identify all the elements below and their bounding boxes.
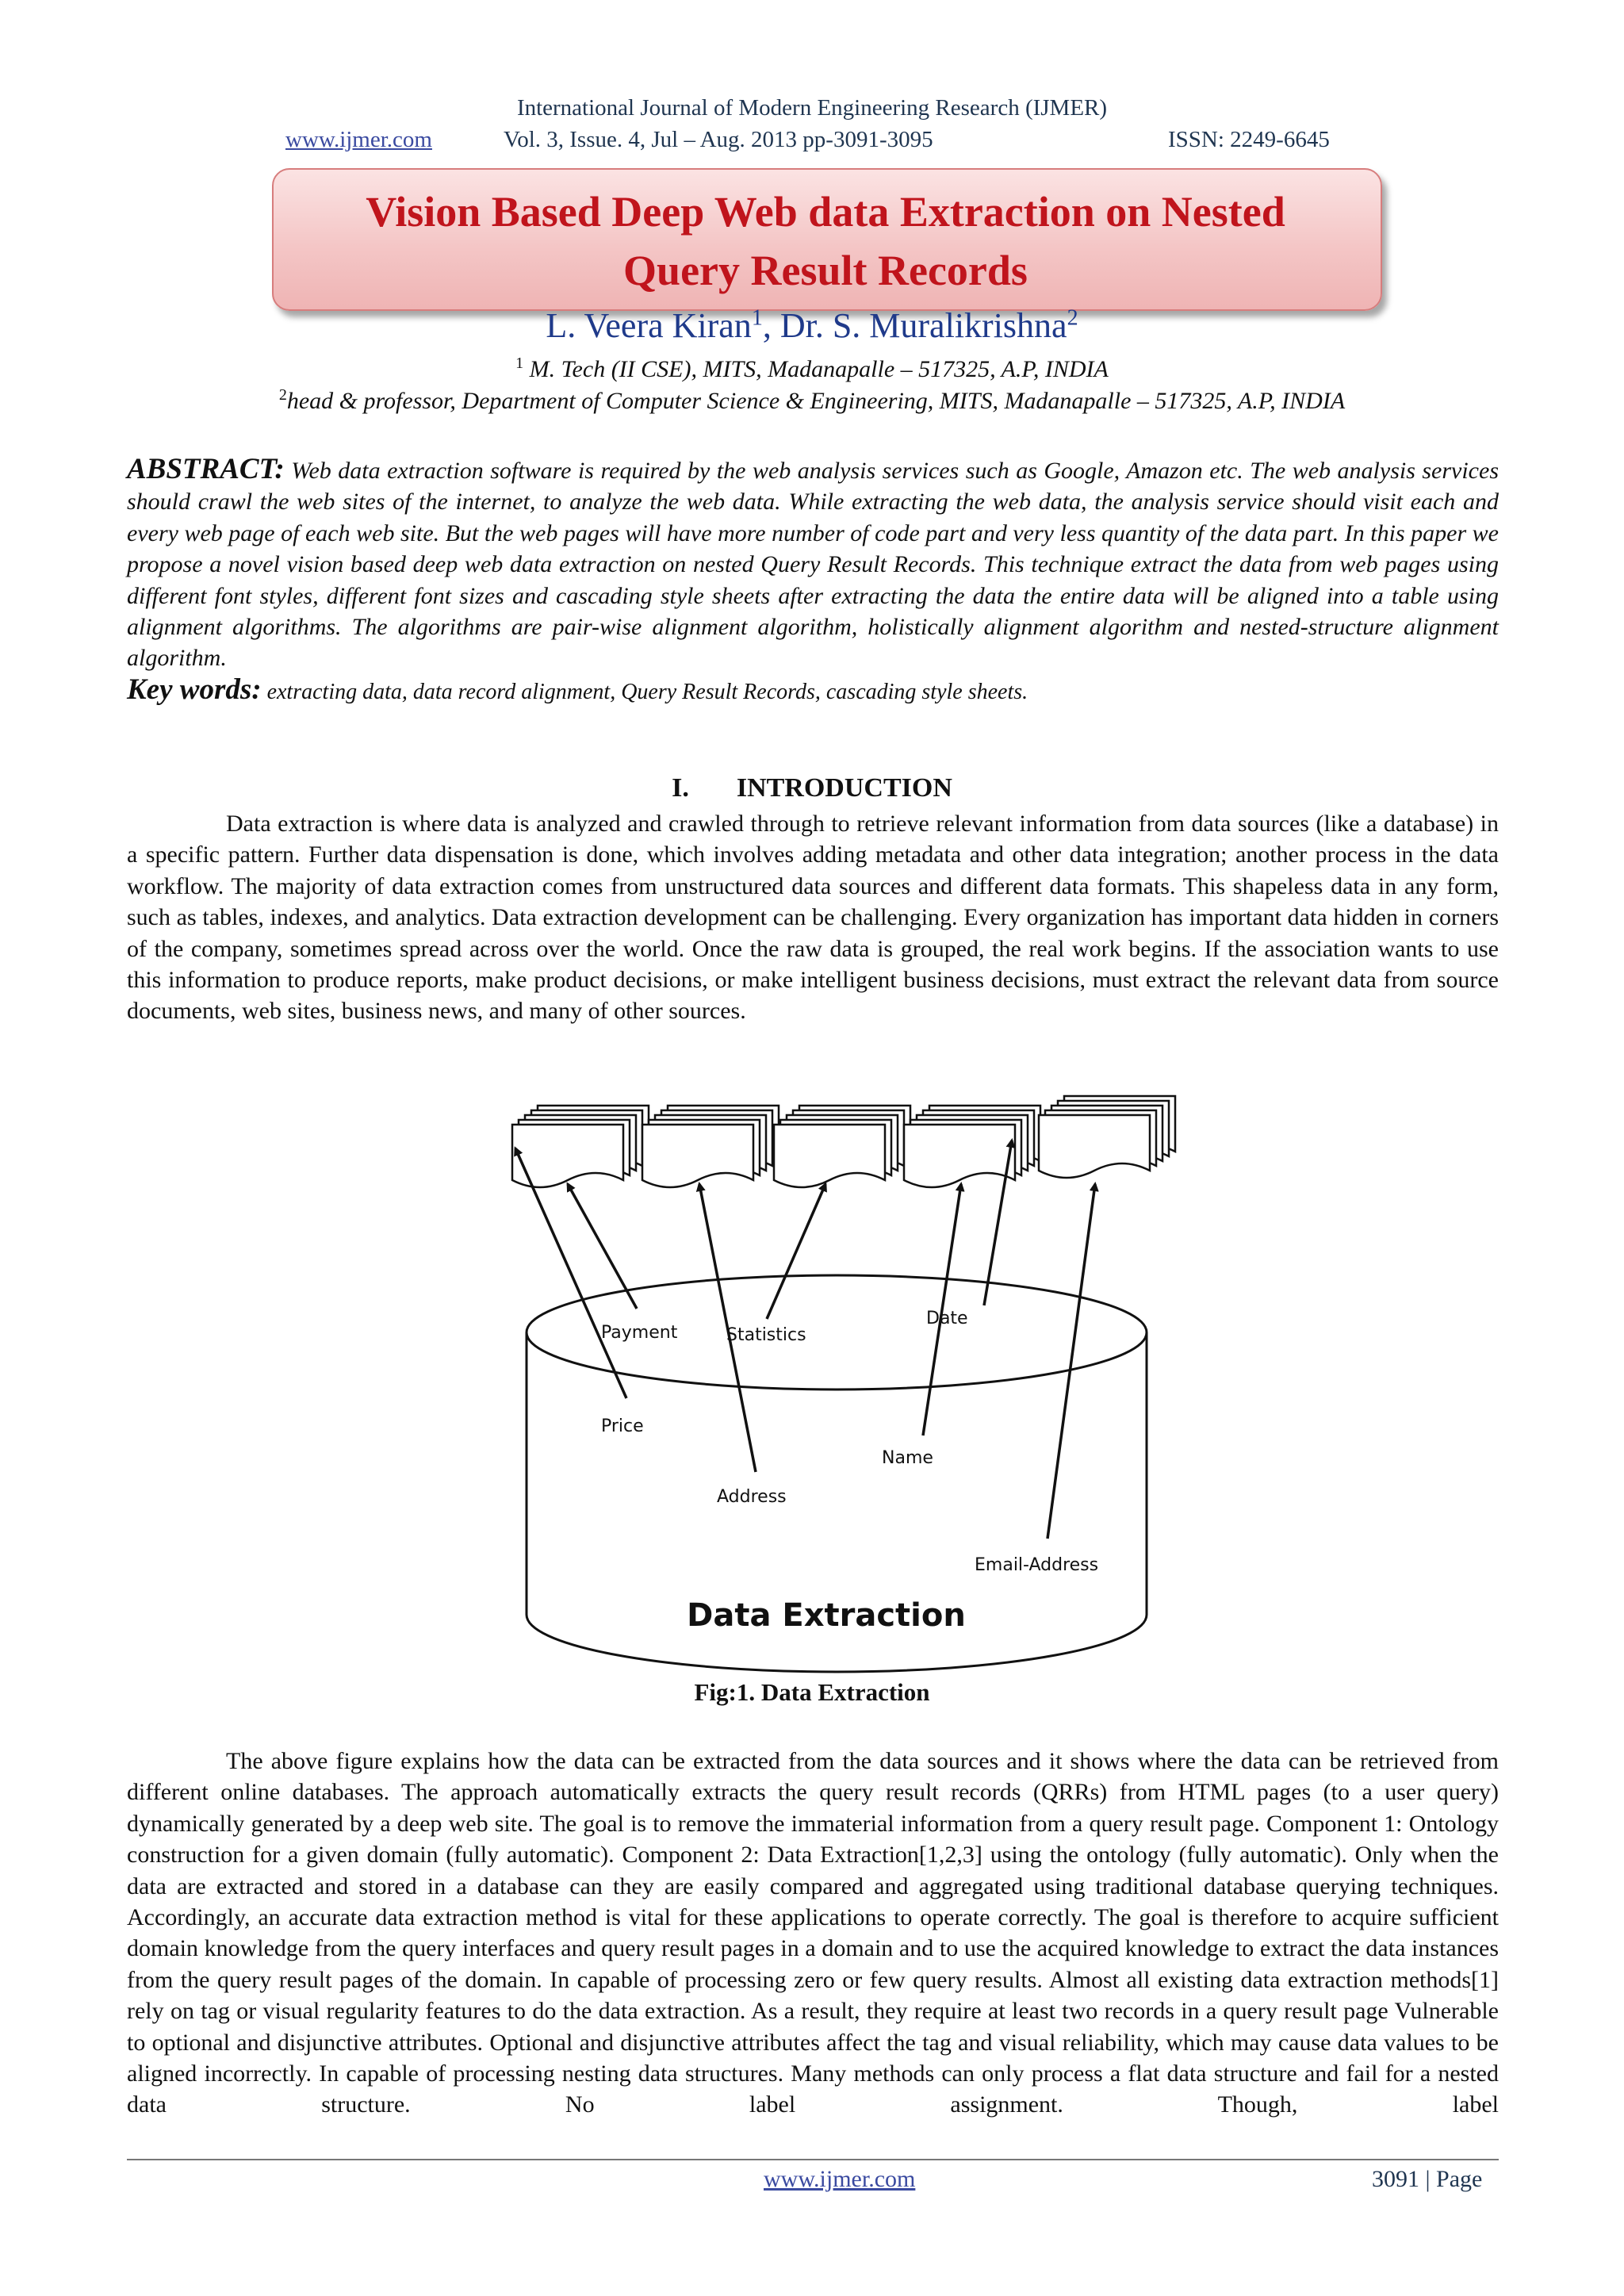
figure-caption: Fig:1. Data Extraction	[694, 1678, 930, 1706]
author-2: Dr. S. Muralikrishna	[779, 306, 1067, 345]
document-stack-4	[904, 1106, 1040, 1187]
title-line-2: Query Result Records	[623, 247, 1028, 294]
footer-rule	[127, 2159, 1499, 2160]
author-1-sup: 1	[751, 305, 763, 331]
paper-title	[272, 182, 1379, 300]
affiliation-2	[0, 386, 1624, 415]
abstract	[127, 454, 1499, 707]
affiliation-1-sup: 1	[515, 355, 524, 372]
document-stack-1	[512, 1106, 649, 1187]
keywords-label: Key words:	[127, 673, 262, 706]
affiliation-2-sup: 2	[278, 386, 287, 404]
document-stack-3	[774, 1106, 910, 1187]
label-name: Name	[882, 1448, 933, 1468]
keywords-text: extracting data, data record alignment, Query Result Records, cascading style sheets.	[261, 679, 1028, 704]
label-database-title: Data Extraction	[687, 1597, 966, 1634]
section-title: INTRODUCTION	[736, 773, 952, 803]
affiliation-1	[0, 355, 1624, 383]
abstract-text: Web data extraction software is required by the web analysis services such as Google, Amazon etc. The web analysis services should crawl the web sites of the internet, to analyze the web data. While extracting the web data, the analysis service should visit each and every web page of each web site. But the web pages will have more number of code part and very less quantity of the data part. In this paper we propose a novel vision based deep web data extraction on nested Query Result Records. This technique extract the data from web pages using different font styles, different font sizes and cascading style sheets after extracting the data the entire data will be aligned into a table using alignment algorithms. The algorithms are pair-wise alignment algorithm, holistically alignment algorithm and nested-structure alignment algorithm.	[127, 458, 1499, 672]
body-paragraph-2-text: The above figure explains how the data can be extracted from the data sources and it shows where the data can be retrieved from different online databases. The approach automatically extracts the query result records (QRRs) from HTML pages (to a user query) dynamically generated by a deep web site. The goal is to remove the immaterial information from a query result page. Component 1: Ontology construction for a given domain (fully automatic). Component 2: Data Extraction[1,2,3] using the ontology (fully automatic). Only when the data are extracted and stored in a database can they are easily compared and aggregated using traditional database querying techniques. Accordingly, an accurate data extraction method is vital for these applications to operate correctly. The goal is therefore to acquire sufficient domain knowledge from the query interfaces and query result pages in a domain and to use the acquired knowledge to extract the data instances from the query result pages of the domain. In capable of processing zero or few query results. Almost all existing data extraction methods[1] rely on tag or visual regularity features to do the data extraction. As a result, they require at least two records in a query result page Vulnerable to optional and disjunctive attributes. Optional and disjunctive attributes affect the tag and visual reliability, which may cause data values to be aligned incorrectly. In capable of processing nesting data structures. Many methods can only process a flat data structure and fail for a nested data structure. No label assignment. Though, label	[127, 1748, 1499, 2118]
label-email-address: Email-Address	[975, 1555, 1099, 1575]
intro-paragraph-text: Data extraction is where data is analyzed and crawled through to retrieve relevant information from data sources (like a database) in a specific pattern. Further data dispensation is done, which involves adding metadata and other data integration; another process in the data workflow. The majority of data extraction comes from unstructured data sources and different data formats. This shapeless data in any form, such as tables, indexes, and analytics. Data extraction development can be challenging. Every organization has important data hidden in corners of the company, sometimes spread across over the world. Once the raw data is grouped, the real work begins. If the association wants to use this information to produce reports, make product decisions, or make intelligent business decisions, must extract the relevant data from source documents, web sites, business news, and many of other sources.	[127, 811, 1499, 1025]
title-line-1: Vision Based Deep Web data Extraction on Nested	[366, 188, 1285, 236]
section-heading-introduction	[0, 773, 1624, 803]
authors	[0, 305, 1624, 346]
author-1: L. Veera Kiran	[546, 306, 752, 345]
volume-info: Vol. 3, Issue. 4, Jul – Aug. 2013 pp-3091-3095	[504, 127, 933, 152]
issn: ISSN: 2249-6645	[1168, 127, 1330, 152]
body-paragraph-2	[127, 1746, 1499, 2121]
intro-paragraph	[127, 808, 1499, 1027]
label-price: Price	[601, 1416, 644, 1436]
footer-website-link[interactable]: www.ijmer.com	[764, 2166, 916, 2192]
label-statistics: Statistics	[726, 1325, 806, 1345]
affiliation-1-text: M. Tech (II CSE), MITS, Madanapalle – 517325, A.P, INDIA	[523, 356, 1109, 382]
affiliation-2-text: head & professor, Department of Computer Science & Engineering, MITS, Madanapalle – 517325, A.P, INDIA	[286, 388, 1346, 414]
data-extraction-figure	[0, 1087, 1624, 1673]
label-date: Date	[926, 1309, 968, 1328]
author-separator: ,	[762, 306, 780, 345]
label-address: Address	[717, 1487, 787, 1507]
document-stack-2	[642, 1106, 779, 1187]
page-number: 3091 | Page	[1372, 2166, 1483, 2192]
abstract-label: ABSTRACT:	[127, 453, 285, 485]
label-payment: Payment	[601, 1323, 678, 1343]
journal-website-link[interactable]: www.ijmer.com	[285, 127, 432, 152]
section-number: I.	[672, 773, 689, 803]
document-stack-5	[1039, 1096, 1175, 1178]
author-2-sup: 2	[1067, 305, 1078, 331]
journal-name: International Journal of Modern Engineering Research (IJMER)	[516, 95, 1108, 121]
